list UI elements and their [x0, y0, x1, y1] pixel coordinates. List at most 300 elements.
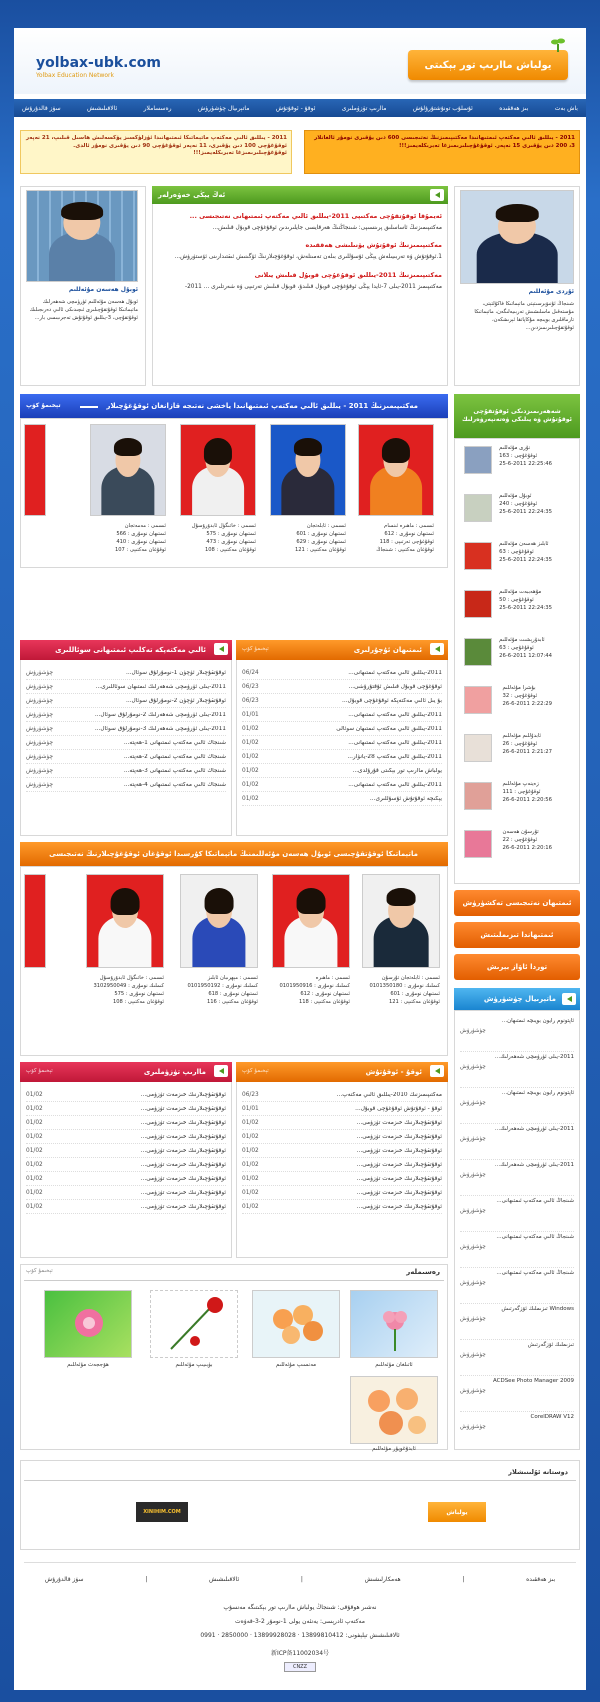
material-item-title: ئاپتونوم رايون بويىچە ئىمتىھان...	[501, 1018, 574, 1024]
teacher-name: تۇرسۇن ھەسەن	[502, 829, 539, 835]
material-item[interactable]	[460, 1016, 574, 1052]
friend-link-xinihim[interactable]: XINIHIM.COM	[136, 1502, 188, 1522]
news-item-3-body: مەكتىپىمىز 2011-يىلى 7-ئايدا يېڭى ئوقۇغۇچى قوبۇل قىلىدۇ، قوبۇل قىلىش تەرتىپى ۋە شەرتلىرى ... 2011-	[185, 283, 442, 290]
sidebar-teacher-3[interactable]	[458, 540, 582, 576]
list-item[interactable]	[242, 750, 442, 764]
teacher-name: ئوبۇل مۇئەللىم	[499, 493, 532, 499]
list-item[interactable]	[242, 1102, 442, 1116]
gallery-image-4[interactable]	[44, 1290, 132, 1358]
student-1-name: ئىسمى : ماھىرە ئىنسام	[384, 523, 434, 529]
gallery-caption-2: مەنسىپ مۇئەللىم	[275, 1362, 317, 1368]
list-item[interactable]	[242, 1144, 442, 1158]
footer-address: مەكتەپ ئادرېسى: يەنئەن يولى 1-نومۇر 2-3-قەۋەت	[235, 1618, 365, 1625]
student-2-rank: ئىمتىھان نومۇرى : 629	[296, 539, 346, 546]
list-item-title: 2011-يىللىق ئالىي مەكتەپ ئىمتىھانى...	[348, 669, 442, 676]
list-item[interactable]	[26, 680, 226, 694]
list-item-date: 01/02	[26, 1119, 43, 1126]
teacher-count: ئوقۇغۇچى : 26	[502, 741, 538, 748]
student2-2-id: كىملىك نومۇرى : 0101950916	[279, 983, 350, 990]
material-item-title: ئاپتونوم رايون بويىچە ئىمتىھان...	[501, 1090, 574, 1096]
list-item-date: 01/02	[26, 1091, 43, 1098]
list-item-title: 2011-يىللىق ئالىي مەكتەپ ئىمتىھان سوئالى	[336, 725, 442, 732]
list-item-title: 2011-يىللىق ئالىي مەكتەپ 28-يانۋار...	[347, 753, 442, 760]
list-item-title: 2011-يىلى ئۈرۈمچى شەھەرلىك 2-نومۇرلۇق سوئال...	[94, 711, 226, 718]
list-item-title: 2011-يىلى ئۈرۈمچى شەھەرلىك ئىمتىھان سوئاللىرى...	[95, 683, 226, 690]
list-item-title: ئوقۇتقۇچىلارنىڭ خىزمەت تۈزۈمى...	[140, 1203, 226, 1210]
list-item-date: 01/02	[242, 767, 259, 774]
student2-1-name: ئىسمى : ئابلەتجان تۇرسۇن	[381, 975, 440, 981]
list-item-date: 01/02	[242, 1119, 259, 1126]
list-item-date: 01/02	[242, 1189, 259, 1196]
sidebar-teacher-9[interactable]	[458, 828, 582, 864]
footer-cnzz-badge[interactable]: CNZZ	[284, 1662, 316, 1672]
nav-item-gallery[interactable]: رەسساملار	[143, 104, 172, 112]
sidebar-teacher-7[interactable]	[458, 732, 582, 768]
list-item-date: 01/02	[242, 1203, 259, 1210]
student-1-score: ئىمتىھان نومۇرى : 612	[384, 531, 434, 538]
student-3-school: ئوقۇغان مەكتىپى : 108	[204, 547, 256, 554]
list-item-title: ئوقۇتقۇچىلارنىڭ خىزمەت تۈزۈمى...	[140, 1189, 226, 1196]
download-label: چۈشۈرۈش	[460, 1208, 486, 1214]
student2-3-info	[180, 974, 258, 1006]
list-item-title: مەكتىپىمىزنىڭ 2010-يىللىق ئالىي مەكتەپ...	[336, 1091, 442, 1098]
list-item[interactable]	[26, 722, 226, 736]
material-item-title: شىنجاڭ ئالىي مەكتەپ ئىمتىھانى...	[496, 1234, 574, 1240]
list-item-title: شىنجاڭ ئالىي مەكتەپ ئىمتىھانى 1-ھەپتە...	[123, 739, 226, 746]
material-item[interactable]	[460, 1304, 574, 1340]
student-1-rank: ئوقۇغۇچى تەرتىپى : 118	[379, 539, 434, 546]
student-4-name: ئىسمى : مەمەتجان	[124, 523, 166, 529]
roses-icon	[253, 1291, 341, 1359]
pink-flower-icon	[45, 1291, 133, 1359]
list-item[interactable]	[26, 778, 226, 792]
list-item[interactable]	[242, 666, 442, 680]
online-vote-button[interactable]: توردا ئاۋاز بېرىش	[454, 954, 580, 980]
student2-2-score: ئىمتىھان نومۇرى : 612	[300, 991, 350, 998]
list-item-title: ئوقۇتقۇچىلارنىڭ خىزمەت تۈزۈمى...	[140, 1091, 226, 1098]
material-item-title: ACDSee Photo Manager 2009	[492, 1378, 574, 1384]
download-label: چۈشۈرۈش	[26, 697, 54, 704]
sidebar-teacher-6[interactable]	[458, 684, 582, 720]
gallery-title: رەسىملەر	[406, 1268, 440, 1276]
list-item[interactable]	[242, 792, 442, 806]
site-logo-en[interactable]: yolbax-ubk.com	[36, 55, 161, 71]
flower-icon	[351, 1291, 439, 1359]
list-item[interactable]	[26, 1088, 226, 1102]
list-item[interactable]	[242, 736, 442, 750]
list-item-title: يېڭىچە ئوقۇتۇش ئۇسۇللىرى...	[369, 795, 442, 802]
list-item[interactable]	[26, 708, 226, 722]
math-students-bar-text: ماتېماتىكا ئوقۇتقۇچىسى ئوبۇل ھەسەن مۇئەللىمنىڭ ماتېماتىكا كۇرسىدا ئوقۇغان ئوقۇغۇچىلارنىڭ نەتىجىسى	[49, 850, 418, 858]
sidebar-teacher-4[interactable]	[458, 588, 582, 624]
list-item[interactable]	[26, 736, 226, 750]
teacher-time: 2:21:27 26-6-2011	[502, 749, 552, 756]
material-download-title-text: ماتېرىيال چۈشۈرۈش	[483, 995, 556, 1003]
gallery-image-2[interactable]	[252, 1290, 340, 1358]
list-item-date: 01/02	[242, 725, 259, 732]
footer-links	[14, 1576, 586, 1583]
list-item[interactable]	[242, 1186, 442, 1200]
list-item-title: ئوقۇتقۇچىلارنىڭ خىزمەت تۈزۈمى...	[356, 1189, 442, 1196]
list-item-date: 01/02	[242, 781, 259, 788]
teacher-name: مۇھەببەت مۇئەللىم	[499, 589, 542, 595]
list-item[interactable]	[26, 666, 226, 680]
list-item[interactable]	[242, 694, 442, 708]
list-item[interactable]	[26, 1186, 226, 1200]
page	[14, 28, 586, 1690]
teacher-right-desc: شىنجاڭ ئۇنىۋېرسىتېتى ماتېماتىكا فاكۇلتېتى، مۇستەقىل ماسلىشىش تەربىيەلىگەن، ماتېماتىكا تارماقلىرى بويىچە مۇكاپاتقا ئېرىشكەن، ئوقۇتقۇچىلىرىمىزدىن...	[474, 301, 574, 332]
exam-news-title-text: ئىمتىھان ئۇچۇرلىرى	[353, 646, 422, 654]
gallery-more[interactable]: تېخىمۇ كۆپ	[26, 1268, 53, 1274]
teacher-count: ئوقۇغۇچى : 50	[499, 597, 534, 604]
teacher-thumb	[464, 830, 492, 858]
list-item[interactable]	[26, 1144, 226, 1158]
sidebar-teacher-1[interactable]	[458, 444, 582, 480]
rules-list	[26, 1088, 226, 1214]
list-item[interactable]	[242, 708, 442, 722]
list-item-date: 01/02	[242, 753, 259, 760]
material-download-list	[460, 1016, 574, 1448]
list-item[interactable]	[26, 750, 226, 764]
material-item[interactable]	[460, 1412, 574, 1448]
list-item-title: ئوقۇتقۇچىلارنىڭ خىزمەت تۈزۈمى...	[140, 1161, 226, 1168]
student-4-rank: ئىمتىھان نومۇرى : 410	[116, 539, 166, 546]
rules-more[interactable]: تېخىمۇ كۆپ	[26, 1068, 53, 1074]
student2-3-school: ئوقۇغان مەكتىپى : 116	[206, 999, 258, 1006]
download-label: چۈشۈرۈش	[460, 1316, 486, 1322]
list-item-date: 01/02	[26, 1147, 43, 1154]
footer-icp[interactable]: 新ICP备11002034号	[270, 1650, 330, 1657]
nav-item-teaching[interactable]: ئوقۇ - ئوقۇتۇش	[275, 104, 316, 112]
list-item[interactable]	[26, 1102, 226, 1116]
gallery-image-1[interactable]	[350, 1290, 438, 1358]
list-item-title: ئوقۇتقۇچىلارنىڭ خىزمەت تۈزۈمى...	[356, 1133, 442, 1140]
student2-4-id: كىملىك نومۇرى : 3102950049	[93, 983, 164, 990]
footer-divider	[24, 1562, 576, 1563]
news-center-title	[152, 186, 448, 204]
list-item-date: 06/23	[242, 683, 259, 690]
list-item-date: 01/02	[26, 1105, 43, 1112]
material-item-title: 2011-يىلى ئۈرۈمچى شەھەرلىك...	[494, 1126, 574, 1132]
nav-item-guestbook[interactable]: سۆز قالدۇرۇش	[22, 104, 61, 112]
student-2-school: ئوقۇغان مەكتىپى : 121	[294, 547, 346, 554]
teacher-count: ئوقۇغۇچى : 240	[499, 501, 538, 508]
arrow-left-icon	[562, 993, 576, 1005]
material-item-title: شىنجاڭ ئالىي مەكتەپ ئىمتىھانى...	[496, 1270, 574, 1276]
sprout-icon	[550, 36, 566, 52]
download-label: چۈشۈرۈش	[460, 1100, 486, 1106]
list-item[interactable]	[242, 1200, 442, 1214]
list-item[interactable]	[242, 1130, 442, 1144]
material-item-title: 2011-يىلى ئۈرۈمچى شەھەرلىك...	[494, 1054, 574, 1060]
list-item-title: ئوقۇغۇچى قوبۇل قىلىش ئۇقتۇرۇشى...	[348, 683, 442, 690]
student2-1-score: ئىمتىھان نومۇرى : 601	[390, 991, 440, 998]
download-label: چۈشۈرۈش	[460, 1388, 486, 1394]
teaching-title-text: ئوقۇ - ئوقۇتۇش	[365, 1068, 422, 1076]
download-label: چۈشۈرۈش	[26, 683, 54, 690]
top-students-more[interactable]: تېخىمۇ كۆپ	[26, 402, 61, 409]
list-item-title: ئوقۇتقۇچىلارنىڭ خىزمەت تۈزۈمى...	[140, 1133, 226, 1140]
main-nav	[14, 99, 586, 117]
teacher-thumb	[464, 494, 492, 522]
gallery-caption-3: بۈبىيىپ مۇئەللىم	[175, 1362, 213, 1368]
download-label: چۈشۈرۈش	[26, 753, 54, 760]
list-item-date: 06/24	[242, 669, 259, 676]
teacher-thumb	[464, 590, 492, 618]
list-item-title: يولباش ماارىپ تور بېكىتى قۇرۇلدى...	[352, 767, 442, 774]
result-check-button[interactable]: ئىمتىھان نەتىجىسى تەكشۈرۈش	[454, 890, 580, 916]
student-4-photo[interactable]	[90, 424, 166, 516]
exam-news-more[interactable]: تېخىمۇ كۆپ	[242, 646, 269, 652]
nav-item-style[interactable]: ئۇسلۇب تونۇشتۇرۇلۇش	[412, 104, 473, 112]
student-4-info	[90, 522, 166, 554]
list-item-title: 2011-يىللىق ئالىي مەكتەپ ئىمتىھانى...	[348, 739, 442, 746]
list-item-title: ئوقۇتقۇچىلارنىڭ خىزمەت تۈزۈمى...	[356, 1147, 442, 1154]
teacher-time: 2:22:29 26-6-2011	[502, 701, 552, 708]
student2-2-school: ئوقۇغان مەكتىپى : 118	[298, 999, 350, 1006]
material-item[interactable]	[460, 1232, 574, 1268]
list-item[interactable]	[26, 1130, 226, 1144]
announcement-left[interactable]: 2011 - يىللىق ئالىي مەكتەپ ماتېماتىكا ئىمتىھانىدا ئۈزلۈكسىز يۈكسەلىش ھاسىل قىلىپ، 21 نەپەر ئوقۇغۇچى 100 دىن يۇقىرى، 11 نەپەر ئوقۇغۇچى 90 دىن يۇقىرى نومۇر ئالدى. ئوقۇغۇچىلىرىمىزغا تەبرىكلەيمىز!!!	[20, 130, 292, 174]
footer-separator: |	[462, 1576, 465, 1583]
teacher-thumb	[464, 734, 492, 762]
teacher-thumb	[464, 446, 492, 474]
list-item-date: 01/02	[242, 1133, 259, 1140]
student-3-photo[interactable]	[180, 424, 256, 516]
list-item[interactable]	[242, 764, 442, 778]
teacher-time: 22:24:35 25-6-2011	[499, 605, 552, 612]
student2-4-info	[86, 974, 164, 1006]
gallery-image-3[interactable]	[150, 1290, 238, 1358]
student2-2-info	[272, 974, 350, 1006]
material-item[interactable]	[460, 1052, 574, 1088]
exam-questions-list	[26, 666, 226, 792]
teacher-time: 2:20:16 26-6-2011	[502, 845, 552, 852]
list-item[interactable]	[242, 722, 442, 736]
footer-phone: ئالاقىلىشىش تېلېفونى: 13899810412 · 13899928028 · 2850000 · 0991	[200, 1632, 400, 1639]
list-item-date: 01/02	[26, 1161, 43, 1168]
student2-5-photo-partial[interactable]	[24, 874, 46, 968]
list-item[interactable]	[26, 1116, 226, 1130]
material-item-title: شىنجاڭ ئالىي مەكتەپ ئىمتىھانى...	[496, 1198, 574, 1204]
download-label: چۈشۈرۈش	[26, 725, 54, 732]
material-item[interactable]	[460, 1268, 574, 1304]
math-students-bar	[20, 842, 448, 866]
student-3-rank: ئىمتىھان نومۇرى : 473	[206, 539, 256, 546]
footer-separator: |	[300, 1576, 303, 1583]
student2-3-photo[interactable]	[180, 874, 258, 968]
student2-1-info	[362, 974, 440, 1006]
exam-news-list	[242, 666, 442, 806]
teacher-time: 22:24:35 25-6-2011	[499, 509, 552, 516]
teacher-left-name[interactable]: ئوبۇل ھەسەن مۇئەللىم	[68, 286, 138, 293]
list-item-title: شىنجاڭ ئالىي مەكتەپ ئىمتىھانى 3-ھەپتە...	[123, 767, 226, 774]
footer-copyright: نەشىر ھوقۇقى: شىنجاڭ يولباش ماارىپ تور بېكىتىگە مەنسۇپ	[223, 1604, 377, 1611]
list-item[interactable]	[242, 680, 442, 694]
site-logo-ug[interactable]: يولباش ماارىپ تور بېكىتى	[408, 50, 568, 80]
arrow-left-icon	[430, 1065, 444, 1077]
list-item-date: 01/02	[242, 739, 259, 746]
gallery-image-5[interactable]	[350, 1376, 438, 1444]
list-item-title: ئوقۇ - ئوقۇتۇش ئوقۇغۇچى قوبۇل...	[355, 1105, 442, 1112]
download-label: چۈشۈرۈش	[460, 1280, 486, 1286]
teacher-count: ئوقۇغۇچى : 63	[499, 645, 534, 652]
download-label: چۈشۈرۈش	[460, 1172, 486, 1178]
list-item-title: ئوقۇتقۇچىلارنىڭ خىزمەت تۈزۈمى...	[356, 1175, 442, 1182]
teacher-right-photo[interactable]	[460, 190, 574, 284]
sidebar-teacher-5[interactable]	[458, 636, 582, 672]
list-item-title: بۇ يىل ئالىي مەكتەپكە ئوقۇغۇچى قوبۇل...	[342, 697, 442, 704]
friend-links-panel	[20, 1460, 580, 1550]
material-item[interactable]	[460, 1160, 574, 1196]
student-4-school: ئوقۇغان مەكتىپى : 107	[114, 547, 166, 554]
list-item-title: شىنجاڭ ئالىي مەكتەپ ئىمتىھانى 4-ھەپتە...	[123, 781, 226, 788]
news-item-1-body: مەكتىپىمىزنىڭ ئاساسلىق پرىنسىپى: شىنجاڭنىڭ ھەرقايسى جايلىرىدىن ئوقۇغۇچى قوبۇل قىلىش...	[212, 225, 442, 231]
teacher-time: 2:20:56 26-6-2011	[502, 797, 552, 804]
teacher-right-name[interactable]: ئۇردى مۇئەللىم	[528, 288, 574, 295]
list-item[interactable]	[26, 1172, 226, 1186]
teacher-left-desc: ئوبۇل ھەسەن مۇئەللىم ئۈرۈمچى شەھەرلىك ماتېماتىكا ئوقۇتقۇچىلىرى ئىچىدىكى ئالىي دەرىجىلىك ئوقۇتقۇچى، 3-يىللىق ئوقۇتۇش تەجرىبىسى بار...	[29, 299, 138, 322]
list-item-title: ئوقۇتقۇچىلارنىڭ خىزمەت تۈزۈمى...	[140, 1147, 226, 1154]
footer-link-contact[interactable]: ئالاقىلىشىش	[208, 1576, 240, 1583]
material-item[interactable]	[460, 1124, 574, 1160]
nav-item-rules[interactable]: ماارىپ تۈزۈملىرى	[341, 104, 387, 112]
download-label: چۈشۈرۈش	[26, 767, 54, 774]
list-item-date: 01/02	[26, 1133, 43, 1140]
student-1-info	[358, 522, 434, 554]
exam-questions-title-text: ئالىي مەكتەپكە تەكلىپ ئىمتىھانى سوئاللىرى	[55, 646, 206, 654]
material-download-title	[454, 988, 580, 1010]
download-label: چۈشۈرۈش	[460, 1064, 486, 1070]
list-item-title: شىنجاڭ ئالىي مەكتەپ ئىمتىھانى 2-ھەپتە...	[123, 753, 226, 760]
list-item-title: ئوقۇتقۇچىلارنىڭ خىزمەت تۈزۈمى...	[140, 1119, 226, 1126]
announcement-right[interactable]: 2011 - يىللىق ئالىي مەكتەپ ئىمتىھانىدا مەكتىپىمىزنىڭ نەتىجىسى 600 دىن يۇقىرى نومۇر ئالغانلار 3، 200 دىن يۇقىرى 15 نەپەر. ئوقۇغۇچىلىرىمىزغا تەبرىكلەيمىز!!!	[304, 130, 580, 174]
student2-2-name: ئىسمى : ماھىرە	[315, 975, 350, 981]
friend-links-title: دوستانە ئۇلىنىشلار	[508, 1468, 568, 1476]
list-item[interactable]	[26, 1158, 226, 1172]
teacher-count: ئوقۇغۇچى : 163	[499, 453, 538, 460]
news-center-title-text: ئەڭ يېڭى خەۋەرلەر	[158, 191, 226, 199]
material-item-title: CorelDRAW V12	[530, 1414, 574, 1420]
exam-register-button[interactable]: ئىمتىھاندا تىزىملىتىش	[454, 922, 580, 948]
list-item-date: 01/01	[242, 1105, 259, 1112]
student2-1-id: كىملىك نومۇرى : 0101350180	[369, 983, 440, 990]
student2-1-photo[interactable]	[362, 874, 440, 968]
nav-item-home[interactable]: باش بەت	[554, 104, 578, 112]
list-item[interactable]	[242, 1158, 442, 1172]
list-item[interactable]	[242, 1116, 442, 1130]
student-2-info	[270, 522, 346, 554]
sidebar-teachers-title: شەھەرىمىزدىكى ئوقۇتقۇچى ئوقۇتۇش ۋە يىلىكى ۋەتەنپەرۋەرلىك	[454, 394, 580, 438]
download-label: چۈشۈرۈش	[460, 1352, 486, 1358]
teacher-name: زەينەپ مۇئەللىم	[502, 781, 539, 787]
list-item[interactable]	[26, 764, 226, 778]
friend-link-yolbax[interactable]: يولباش	[428, 1502, 486, 1522]
teaching-list	[242, 1088, 442, 1214]
download-label: چۈشۈرۈش	[26, 711, 54, 718]
list-item-title: ئوقۇتقۇچىلارنىڭ خىزمەت تۈزۈمى...	[140, 1105, 226, 1112]
student2-3-score: ئىمتىھان نومۇرى : 618	[208, 991, 258, 998]
material-item[interactable]	[460, 1340, 574, 1376]
exam-questions-title	[20, 640, 232, 660]
nav-item-downloads[interactable]: ماتېرىيال چۈشۈرۈش	[197, 104, 250, 112]
list-item[interactable]	[26, 1200, 226, 1214]
rose-icon	[151, 1291, 239, 1359]
nav-item-contact[interactable]: ئالاقىلىشىش	[87, 104, 118, 112]
list-item-title: ئوقۇتقۇچىلار ئۈچۈن 2-نومۇرلۇق سوئال...	[125, 697, 226, 704]
sidebar-teacher-2[interactable]	[458, 492, 582, 528]
teacher-left-photo[interactable]	[26, 190, 138, 282]
teacher-count: ئوقۇغۇچى : 111	[502, 789, 541, 796]
friend-links-divider	[24, 1480, 576, 1481]
teacher-count: ئوقۇغۇچى : 63	[499, 549, 534, 556]
teacher-name: نۇرى مۇئەللىم	[499, 445, 531, 451]
list-item-date: 01/02	[26, 1189, 43, 1196]
student-5-photo-partial[interactable]	[24, 424, 46, 516]
news-item-2-title[interactable]: مەكتىپىمىزنىڭ ئوقۇتۇش يۆنىلىشى ھەققىدە	[305, 241, 442, 250]
student-2-photo[interactable]	[270, 424, 346, 516]
arrow-left-icon	[430, 189, 444, 201]
news-list	[158, 212, 442, 292]
arrow-left-icon	[214, 643, 228, 655]
list-item-date: 06/23	[242, 697, 259, 704]
teacher-thumb	[464, 686, 492, 714]
download-label: چۈشۈرۈش	[460, 1244, 486, 1250]
student2-4-score: ئىمتىھان نومۇرى : 575	[114, 991, 164, 998]
list-item[interactable]	[242, 778, 442, 792]
teacher-thumb	[464, 782, 492, 810]
list-item[interactable]	[242, 1088, 442, 1102]
teaching-more[interactable]: تېخىمۇ كۆپ	[242, 1068, 269, 1074]
gallery-caption-4: ھۆججەت مۇئەللىم	[67, 1362, 109, 1368]
teacher-count: ئوقۇغۇچى : 22	[502, 837, 538, 844]
teacher-thumb	[464, 542, 492, 570]
student-1-photo[interactable]	[358, 424, 434, 516]
list-item[interactable]	[242, 1172, 442, 1186]
footer-link-partner[interactable]: ھەمكارلىشىش	[364, 1576, 401, 1583]
material-item[interactable]	[460, 1088, 574, 1124]
teacher-name: بۇشرا مۇئەللىم	[502, 685, 536, 691]
student2-4-photo[interactable]	[86, 874, 164, 968]
footer-link-guestbook[interactable]: سۆز قالدۇرۇش	[44, 1576, 84, 1583]
download-label: چۈشۈرۈش	[460, 1424, 486, 1430]
top-students-bar-text: مەكتىپىمىزنىڭ 2011 - يىللىق ئالىي مەكتەپ ئىمتىھانىدا ياخشى نەتىجە قازانغان ئوقۇغۇچىلار	[106, 402, 418, 410]
material-item[interactable]	[460, 1376, 574, 1412]
teacher-thumb	[464, 638, 492, 666]
material-item-title: Windows تىزىملىك ئۆزگەرتىش	[501, 1306, 574, 1312]
download-label: چۈشۈرۈش	[26, 781, 54, 788]
student2-2-photo[interactable]	[272, 874, 350, 968]
footer-link-about[interactable]: بىز ھەققىدە	[526, 1576, 556, 1583]
gallery-caption-5: ئابدۇغوپۇر مۇئەللىم	[372, 1446, 416, 1452]
list-item-date: 06/23	[242, 1091, 259, 1098]
list-item-date: 01/01	[242, 711, 259, 718]
list-item[interactable]	[26, 694, 226, 708]
material-item[interactable]	[460, 1196, 574, 1232]
teacher-name: ئابدۇللىم مۇئەللىم	[502, 733, 541, 739]
list-item-date: 01/02	[242, 1175, 259, 1182]
list-item-title: ئوقۇتقۇچىلارنىڭ خىزمەت تۈزۈمى...	[356, 1119, 442, 1126]
list-item-date: 01/02	[242, 795, 259, 802]
news-item-1-title[interactable]: ئەيمۇقا ئوقۇتقۇچى مەكتىپى 2011-يىللىق ئالىي مەكتەپ ئىمتىھانى نەتىجىسى ...	[189, 212, 442, 220]
nav-item-about[interactable]: بىز ھەققىدە	[499, 104, 529, 112]
more-arrow-icon	[80, 406, 98, 408]
sidebar-teacher-8[interactable]	[458, 780, 582, 816]
news-item-3-title[interactable]: مەكتىپىمىزنىڭ 2011-يىللىق ئوقۇغۇچى قوبۇل قىلىش يىلانى	[254, 270, 442, 279]
student-4-score: ئىمتىھان نومۇرى : 566	[116, 531, 166, 538]
list-item-title: ئوقۇتقۇچىلارنىڭ خىزمەت تۈزۈمى...	[140, 1175, 226, 1182]
site-logo-subtitle: Yolbax Education Network	[36, 72, 114, 79]
